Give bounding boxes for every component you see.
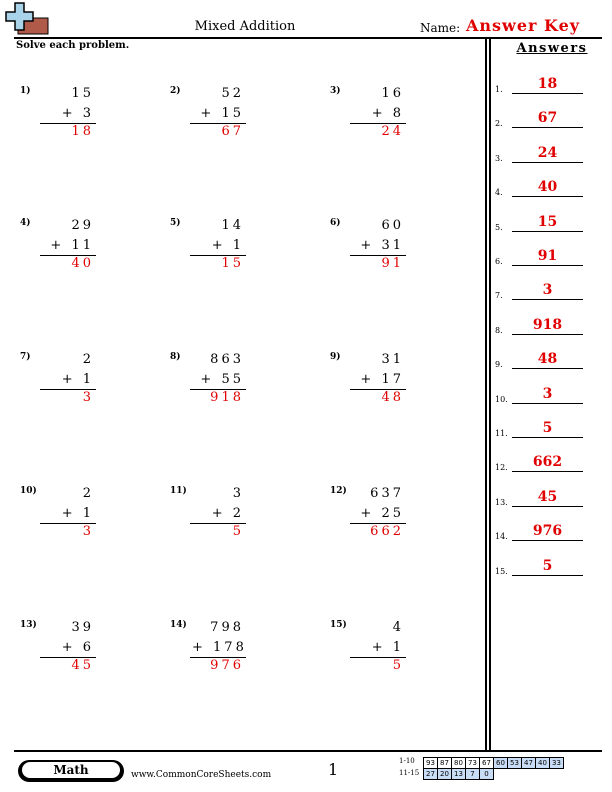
answer-value: 662 [532, 454, 563, 471]
problem-item [20, 352, 130, 432]
problem-number: 6) [330, 218, 341, 228]
addend-bottom: + 1 [371, 640, 404, 655]
problem-answer: 15 [221, 256, 244, 271]
answer-row [495, 418, 595, 438]
problem-number: 14) [170, 620, 187, 630]
addend-top: 2 [82, 486, 94, 501]
answer-row [495, 212, 595, 232]
problem-item [20, 620, 130, 700]
addend-top: 863 [210, 352, 244, 367]
addend-top: 16 [381, 86, 404, 101]
addend-bottom: + 1 [61, 506, 94, 521]
answer-line [512, 265, 583, 266]
score-label: 1-10 [399, 757, 415, 765]
answer-number: 9. [495, 360, 503, 370]
problem-number: 11) [170, 486, 187, 496]
problem-number: 12) [330, 486, 347, 496]
problem-number: 8) [170, 352, 181, 362]
addend-bottom: + 55 [200, 372, 244, 387]
answer-line [512, 231, 583, 232]
answer-line [512, 368, 583, 369]
problem-number: 13) [20, 620, 37, 630]
addend-bottom: + 31 [360, 238, 404, 253]
score-cell: 27 [424, 769, 438, 780]
score-cell: 73 [466, 758, 480, 769]
problem-item [330, 218, 440, 298]
addend-bottom: + 15 [200, 106, 244, 121]
problem-number: 10) [20, 486, 37, 496]
answer-value: 3 [542, 385, 553, 402]
answer-row [495, 177, 595, 197]
answer-value: 15 [537, 213, 558, 230]
problem-item [170, 352, 280, 432]
answer-row [495, 452, 595, 472]
score-cell: 67 [480, 758, 494, 769]
answer-value: 45 [537, 488, 558, 505]
problem-item [170, 486, 280, 566]
problem-answer: 18 [71, 124, 94, 139]
score-cell: 93 [424, 758, 438, 769]
answer-number: 10. [495, 394, 508, 404]
name-label: Name: [420, 21, 461, 35]
addend-top: 29 [71, 218, 94, 233]
problem-answer: 40 [71, 256, 94, 271]
answer-number: 12. [495, 463, 508, 473]
problem-number: 9) [330, 352, 341, 362]
answer-line [512, 127, 583, 128]
addend-top: 2 [82, 352, 94, 367]
answer-value: 48 [537, 351, 558, 368]
addend-top: 60 [381, 218, 404, 233]
answer-number: 11. [495, 429, 508, 438]
problem-item [20, 218, 130, 298]
score-cell: 7 [466, 769, 480, 780]
problem-answer: 918 [210, 390, 244, 405]
answer-row [495, 315, 595, 335]
problem-number: 3) [330, 86, 341, 96]
column-divider [485, 37, 487, 750]
answer-line [512, 575, 583, 576]
page-number: 1 [328, 760, 339, 779]
site-url: www.CommonCoreSheets.com [131, 770, 272, 780]
problem-answer: 67 [221, 124, 244, 139]
problem-answer: 976 [210, 658, 244, 673]
worksheet-title: Mixed Addition [194, 19, 296, 34]
answer-row [495, 143, 595, 163]
answer-number: 4. [495, 188, 503, 198]
score-cell: 0 [480, 769, 494, 780]
problem-item [170, 620, 280, 700]
addend-bottom: + 2 [211, 506, 244, 521]
problem-answer: 3 [82, 390, 94, 405]
addend-top: 15 [71, 86, 94, 101]
answer-value: 40 [537, 179, 558, 196]
instructions: Solve each problem. [16, 40, 130, 51]
score-cell: 60 [494, 758, 508, 769]
problem-answer: 3 [82, 524, 94, 539]
answers-heading: Answers [516, 41, 588, 56]
answer-value: 91 [537, 248, 558, 264]
answer-key-label: Answer Key [466, 16, 581, 35]
addend-top: 4 [392, 620, 404, 635]
problem-item [20, 86, 130, 166]
addend-bottom: + 1 [211, 238, 244, 253]
score-label: 11-15 [399, 769, 420, 777]
addend-top: 637 [370, 486, 404, 501]
answer-line [512, 403, 583, 404]
answer-number: 6. [495, 257, 503, 266]
problem-item [330, 620, 440, 700]
answer-value: 67 [537, 110, 558, 127]
score-cell: 33 [550, 758, 564, 769]
answer-line [512, 93, 583, 94]
problem-answer: 662 [370, 524, 404, 539]
addend-top: 798 [210, 620, 244, 635]
answer-number: 15. [495, 566, 508, 576]
problem-answer: 5 [392, 658, 404, 673]
score-cell: 40 [536, 758, 550, 769]
answer-line [512, 471, 583, 472]
addend-bottom: + 17 [360, 372, 404, 387]
addend-bottom: + 1 [61, 372, 94, 387]
answer-value: 976 [532, 523, 563, 540]
answer-number: 14. [495, 532, 508, 542]
answer-value: 18 [537, 76, 558, 92]
addend-top: 3 [232, 486, 244, 501]
answer-row [495, 556, 595, 576]
answer-row [495, 487, 595, 507]
score-cell: 80 [452, 758, 466, 769]
problem-item [330, 352, 440, 432]
score-cell: 87 [438, 758, 452, 769]
answer-value: 3 [542, 282, 553, 299]
answer-line [512, 196, 583, 197]
answer-line [512, 162, 583, 163]
answer-value: 5 [542, 420, 553, 436]
addend-bottom: + 178 [192, 640, 247, 655]
math-badge-label: Math [22, 762, 120, 778]
answer-number: 2. [495, 119, 503, 129]
answer-number: 8. [495, 325, 503, 335]
problem-number: 1) [20, 86, 31, 96]
problem-answer: 24 [381, 124, 404, 139]
problem-answer: 48 [381, 390, 404, 405]
answer-line [512, 506, 583, 507]
answer-value: 5 [542, 557, 553, 574]
problem-item [330, 86, 440, 166]
addend-bottom: + 25 [360, 506, 404, 521]
addend-top: 14 [221, 218, 244, 233]
problem-number: 7) [20, 352, 31, 362]
problem-number: 2) [170, 86, 181, 96]
footer-rule [14, 750, 602, 752]
addend-bottom: + 8 [371, 106, 404, 121]
answer-value: 918 [532, 316, 563, 333]
answer-value: 24 [537, 144, 558, 161]
score-cell: 53 [508, 758, 522, 769]
header-rule [14, 37, 602, 39]
answer-row [495, 280, 595, 300]
problem-number: 5) [170, 218, 181, 228]
answer-line [512, 437, 583, 438]
problem-answer: 5 [232, 524, 244, 539]
problem-item [20, 486, 130, 566]
addend-top: 52 [221, 86, 244, 101]
score-table [423, 757, 564, 780]
problem-item [170, 86, 280, 166]
answer-line [512, 540, 583, 541]
addend-top: 31 [381, 352, 404, 367]
answer-line [512, 299, 583, 300]
answer-row [495, 349, 595, 369]
problem-answer: 45 [71, 658, 94, 673]
answer-row [495, 246, 595, 266]
score-cell: 47 [522, 758, 536, 769]
answer-number: 3. [495, 153, 503, 163]
problem-answer: 91 [381, 256, 404, 271]
problem-item [170, 218, 280, 298]
answer-row [495, 521, 595, 541]
problem-item [330, 486, 440, 566]
column-divider [489, 37, 491, 750]
addend-bottom: + 6 [61, 640, 94, 655]
score-cell: 13 [452, 769, 466, 780]
addend-bottom: + 11 [50, 238, 94, 253]
answer-row [495, 108, 595, 128]
answer-number: 1. [495, 85, 503, 94]
problem-number: 15) [330, 620, 347, 630]
answer-number: 5. [495, 222, 503, 232]
addend-bottom: + 3 [61, 106, 94, 121]
answer-line [512, 334, 583, 335]
addend-top: 39 [71, 620, 94, 635]
answer-row [495, 384, 595, 404]
answer-number: 7. [495, 291, 503, 301]
answer-number: 13. [495, 497, 508, 507]
score-cell: 20 [438, 769, 452, 780]
problem-number: 4) [20, 218, 31, 228]
answer-row [495, 74, 595, 94]
